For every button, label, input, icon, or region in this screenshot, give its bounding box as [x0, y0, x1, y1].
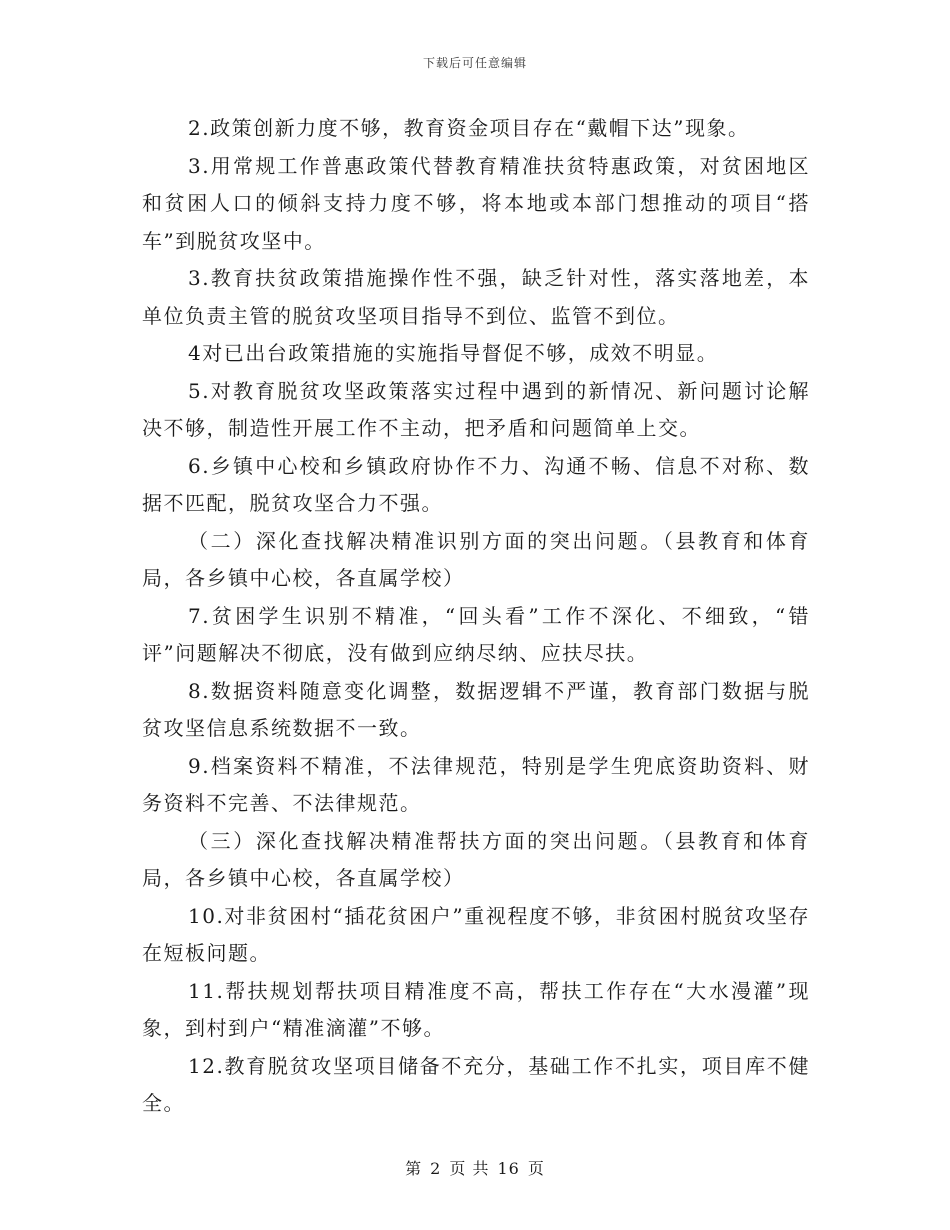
paragraph-item-5: 5.对教育脱贫攻坚政策落实过程中遇到的新情况、新问题讨论解决不够，制造性开展工作不主动，把矛盾和问题简单上交。 [142, 378, 810, 440]
document-body [142, 110, 810, 1123]
page-footer [0, 1156, 950, 1179]
paragraph-item-4: 4对已出台政策措施的实施指导督促不够，成效不明显。 [188, 341, 719, 365]
paragraph-item-3a: 3.用常规工作普惠政策代替教育精准扶贫特惠政策，对贫困地区和贫困人口的倾斜支持力度不够，将本地或本部门想推动的项目“搭车”到脱贫攻坚中。 [142, 153, 810, 253]
paragraph-item-8: 8.数据资料随意变化调整，数据逻辑不严谨，教育部门数据与脱贫攻坚信息系统数据不一致。 [142, 678, 810, 740]
section-heading-2: （二）深化查找解决精准识别方面的突出问题。（县教育和体育局，各乡镇中心校，各直属学校） [142, 528, 810, 590]
page-header: 下载后可任意编辑 [422, 56, 527, 70]
paragraph-item-12: 12.教育脱贫攻坚项目储备不充分，基础工作不扎实，项目库不健全。 [142, 1053, 810, 1115]
section-heading-3: （三）深化查找解决精准帮扶方面的突出问题。（县教育和体育局，各乡镇中心校，各直属学校） [142, 828, 810, 890]
footer-total-pages: 16 [497, 1159, 520, 1178]
paragraph-item-6: 6.乡镇中心校和乡镇政府协作不力、沟通不畅、信息不对称、数据不匹配，脱贫攻坚合力不强。 [142, 453, 810, 515]
footer-middle: 页 共 [449, 1159, 490, 1178]
footer-page-number: 2 [430, 1159, 442, 1178]
paragraph-item-9: 9.档案资料不精准，不法律规范，特别是学生兜底资助资料、财务资料不完善、不法律规范。 [142, 753, 810, 815]
paragraph-item-2: 2.政策创新力度不够，教育资金项目存在“戴帽下达”现象。 [188, 116, 750, 140]
paragraph-item-11: 11.帮扶规划帮扶项目精准度不高，帮扶工作存在“大水漫灌”现象，到村到户“精准滴灌”不够。 [142, 978, 810, 1040]
footer-prefix: 第 [405, 1159, 423, 1178]
paragraph-item-7: 7.贫困学生识别不精准，“回头看”工作不深化、不细致，“错评”问题解决不彻底，没有做到应纳尽纳、应扶尽扶。 [142, 603, 810, 665]
paragraph-item-10: 10.对非贫困村“插花贫困户”重视程度不够，非贫困村脱贫攻坚存在短板问题。 [142, 903, 810, 965]
paragraph-item-3b: 3.教育扶贫政策措施操作性不强，缺乏针对性，落实落地差，本单位负责主管的脱贫攻坚项目指导不到位、监管不到位。 [142, 266, 810, 328]
footer-suffix: 页 [527, 1159, 545, 1178]
